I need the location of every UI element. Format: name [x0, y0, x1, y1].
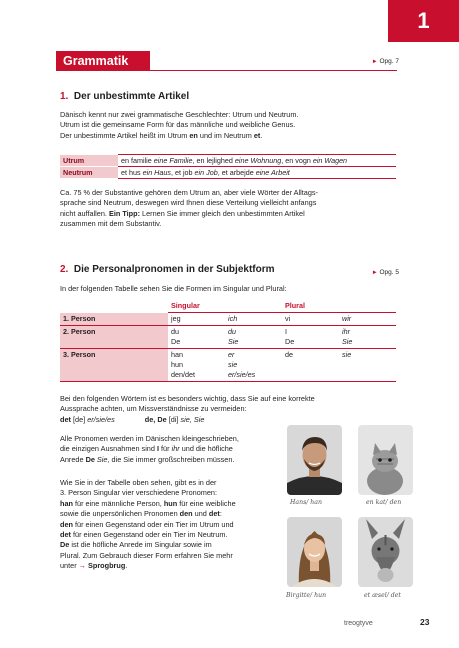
- caption-woman: Birgitte/ hun: [286, 592, 327, 599]
- table-row: [60, 155, 396, 167]
- column-header-plural: Plural: [282, 300, 396, 313]
- article-examples: en familie eine Familie, en lejlighed eine Wohnung, en vogn ein Wagen: [118, 155, 396, 167]
- section-exercise-ref[interactable]: ► Opg. 7: [371, 58, 399, 65]
- triangle-icon: ►: [371, 59, 378, 65]
- photo-cat: [358, 425, 413, 495]
- photo-woman: [287, 517, 342, 587]
- pronoun-exercise-ref[interactable]: ► Opg. 5: [371, 269, 399, 276]
- article-label: Neutrum: [60, 167, 118, 179]
- paragraph-pronunciation: Bei den folgenden Wörtern ist es besonders wichtig, dass Sie auf eine korrekte Aussprache achten, um Missverständnisse zu vermeiden: det [de] er/sie/es de, De [di] sie, Sie: [60, 394, 315, 424]
- paragraph-genders: Dänisch kennt nur zwei grammatische Geschlechter: Utrum und Neutrum. Utrum ist die gemeinsame Form für das männliche und weibliche Genus. Der unbestimmte Artikel heißt im Utrum en und im Neutrum et.: [60, 110, 299, 140]
- table-row: 3. Person han hun den/det er sie er/sie/es de sie: [60, 349, 396, 382]
- photo-man: [287, 425, 342, 495]
- photo-donkey: [358, 517, 413, 587]
- table-row: [60, 167, 396, 179]
- caption-man: Hans/ han: [290, 499, 322, 506]
- page-number-word: treogtyve: [344, 620, 373, 627]
- paragraph-third-person: Wie Sie in der Tabelle oben sehen, gibt es in der 3. Person Singular vier verschiedene Pronomen: han für eine männliche Person, hun für eine weibliche sowie die unpersönlichen Pronomen den und det: den für einen Gegenstand oder ein Tier im Utrum und det für einen Gegenstand oder ein Tier im Neutrum. De ist die höfliche Anrede im Singular sowie im Plural. Zum Gebrauch dieser Form erfahren Sie mehr unter → Sprogbrug.: [60, 478, 236, 571]
- section-title: Grammatik: [63, 54, 129, 68]
- section-banner: [56, 51, 150, 71]
- caption-cat: en kat/ den: [366, 499, 402, 506]
- article-label: Utrum: [60, 155, 118, 167]
- paragraph-tip: Ca. 75 % der Substantive gehören dem Utrum an, aber viele Wörter der Alltags- sprache sind Neutrum, deswegen wird Ihnen diese Verteilung vielleicht anfangs nicht auffallen. Ein Tipp: Lernen Sie immer gleich den unbestimmten Artikel zusammen mit dem Substantiv.: [60, 188, 318, 229]
- heading-indefinite-article: 1. Der unbestimmte Artikel: [60, 91, 190, 102]
- article-examples: et hus ein Haus, et job ein Job, et arbejde eine Arbeit: [118, 167, 396, 179]
- arrow-icon: →: [78, 561, 86, 571]
- section-rule: [56, 70, 397, 71]
- table-header-row: [60, 300, 396, 313]
- caption-donkey: et æsel/ det: [364, 592, 401, 599]
- paragraph-table-intro: In der folgenden Tabelle sehen Sie die Formen im Singular und Plural:: [60, 284, 287, 293]
- heading-personal-pronouns: 2. Die Personalpronomen in der Subjektform: [60, 264, 275, 275]
- paragraph-capitalization: Alle Pronomen werden im Dänischen kleingeschrieben, die einzigen Ausnahmen sind I für ihr und die höfliche Anrede De Sie, die Sie immer großschreiben müssen.: [60, 434, 239, 464]
- chapter-tab: [388, 0, 459, 42]
- pronoun-table: [60, 300, 396, 382]
- column-header-singular: Singular: [168, 300, 282, 313]
- chapter-number: 1: [417, 7, 430, 33]
- page-number: 23: [420, 617, 430, 627]
- table-row: 1. Person jeg ich vi wir: [60, 313, 396, 326]
- article-table: [60, 154, 396, 179]
- triangle-icon: ►: [371, 270, 378, 276]
- table-row: 2. Person du De du Sie I De ihr Sie: [60, 326, 396, 349]
